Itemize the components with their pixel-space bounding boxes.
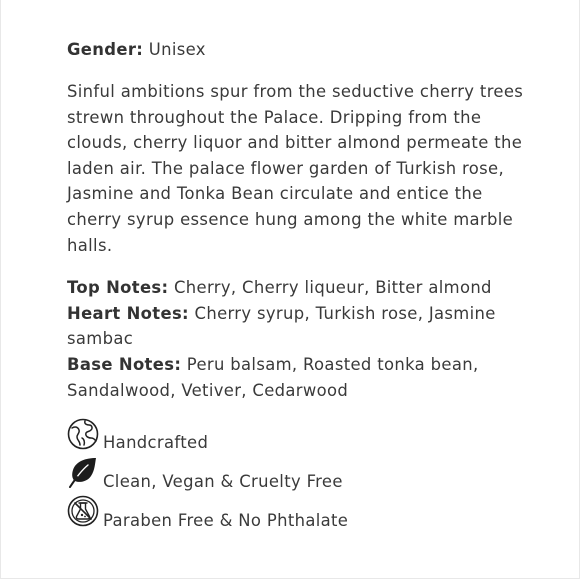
fragrance-notes [67,275,527,403]
leaf-icon [67,456,99,488]
feature-paraben-free [67,495,467,531]
heart-notes-label: Heart Notes: [67,303,189,323]
top-notes-line [67,275,527,301]
no-chemicals-icon [67,495,99,527]
feature-label: Clean, Vegan & Cruelty Free [103,472,343,491]
gender-value: Unisex [148,40,206,59]
heart-notes-value: Cherry syrup, Turkish rose, Jasmine sambac [67,303,496,349]
base-notes-line [67,352,527,403]
feature-clean-vegan [67,456,467,492]
product-details-content [67,38,527,403]
gender-label: Gender: [67,40,144,59]
feature-label: Paraben Free & No Phthalate [103,511,349,530]
globe-icon [67,418,99,450]
top-notes-label: Top Notes: [67,278,169,298]
top-notes-value: Cherry, Cherry liqueur, Bitter almond [174,278,492,298]
fragrance-description: Sinful ambitions spur from the seductive cherry trees strewn throughout the Palace. Dripping from the clouds, cherry liquor and bitter almond permeate the laden air. The palace flower garden of Turkish rose, Jasmine and Tonka Bean circulate and entice the cherry syrup essence hung among the white marble halls. [67,82,524,255]
gender-line [67,38,527,62]
feature-label: Handcrafted [103,433,209,452]
feature-handcrafted [67,418,467,454]
heart-notes-line [67,301,527,352]
base-notes-value: Peru balsam, Roasted tonka bean, Sandalwood, Vetiver, Cedarwood [67,354,479,400]
base-notes-label: Base Notes: [67,354,182,374]
